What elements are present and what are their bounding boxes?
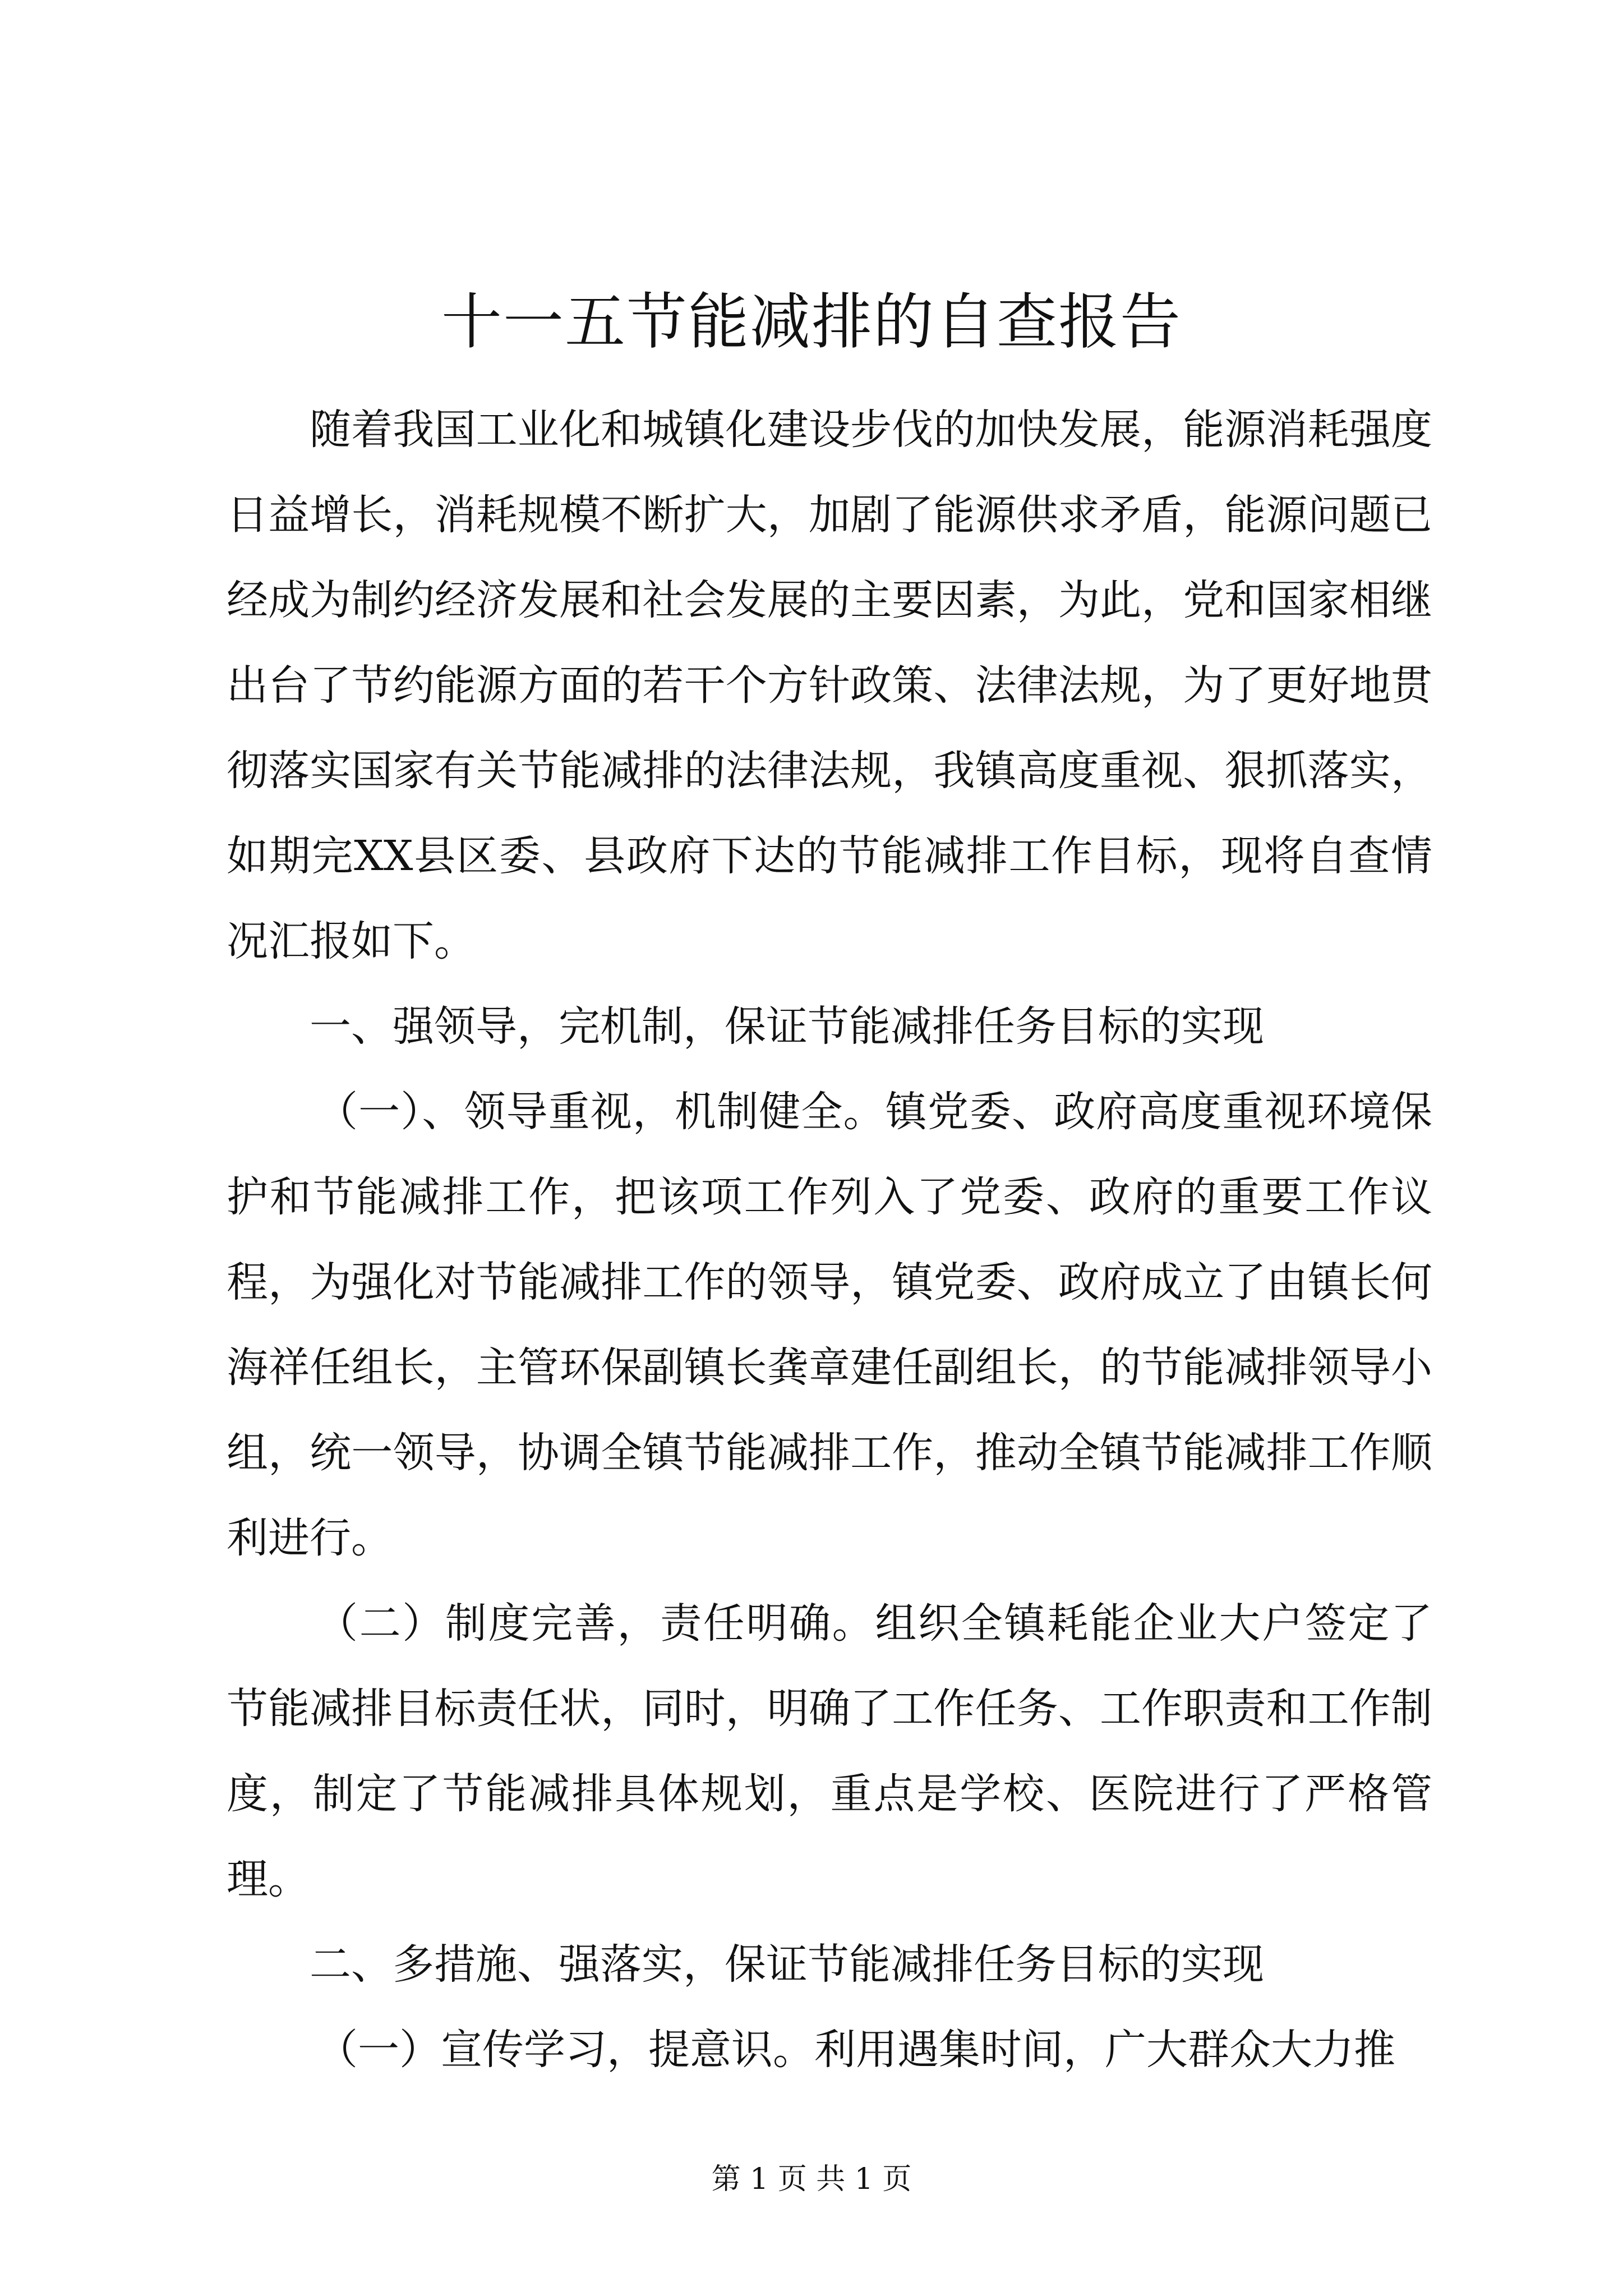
- section-heading-1: 一、强领导，完机制，保证节能减排任务目标的实现: [310, 1002, 1264, 1051]
- subsection-paragraph-2-1: （一）宣传学习，提意识。利用遇集时间，广大群众大力推: [316, 2026, 1395, 2074]
- section-heading-2: 二、多措施、强落实，保证节能减排任务目标的实现: [310, 1940, 1264, 1989]
- document-title: 十一五节能减排的自查报告: [441, 287, 1182, 357]
- document-body: [227, 387, 1432, 2092]
- subsection-paragraph-1-1: （一）、领导重视，机制健全。镇党委、政府高度重视环境保护和节能减排工作，把该项工作列入了党委、政府的重要工作议程，为强化对节能减排工作的领导，镇党委、政府成立了由镇长何海祥任组长，主管环保副镇长龚章建任副组长，的节能减排领导小组，统一领导，协调全镇节能减排工作，推动全镇节能减排工作顺利进行。: [227, 1088, 1432, 1562]
- intro-paragraph: 随着我国工业化和城镇化建设步伐的加快发展，能源消耗强度日益增长，消耗规模不断扩大，加剧了能源供求矛盾，能源问题已经成为制约经济发展和社会发展的主要因素，为此，党和国家相继出台了节约能源方面的若干个方针政策、法律法规，为了更好地贯彻落实国家有关节能减排的法律法规，我镇高度重视、狠抓落实，如期完XX县区委、县政府下达的节能减排工作目标，现将自查情况汇报如下。: [227, 406, 1432, 965]
- subsection-paragraph-1-2: （二）制度完善，责任明确。组织全镇耗能企业大户签定了节能减排目标责任状，同时，明确了工作任务、工作职责和工作制度，制定了节能减排具体规划，重点是学校、医院进行了严格管理。: [227, 1599, 1432, 1903]
- page-footer: 第 1 页 共 1 页: [711, 2162, 912, 2196]
